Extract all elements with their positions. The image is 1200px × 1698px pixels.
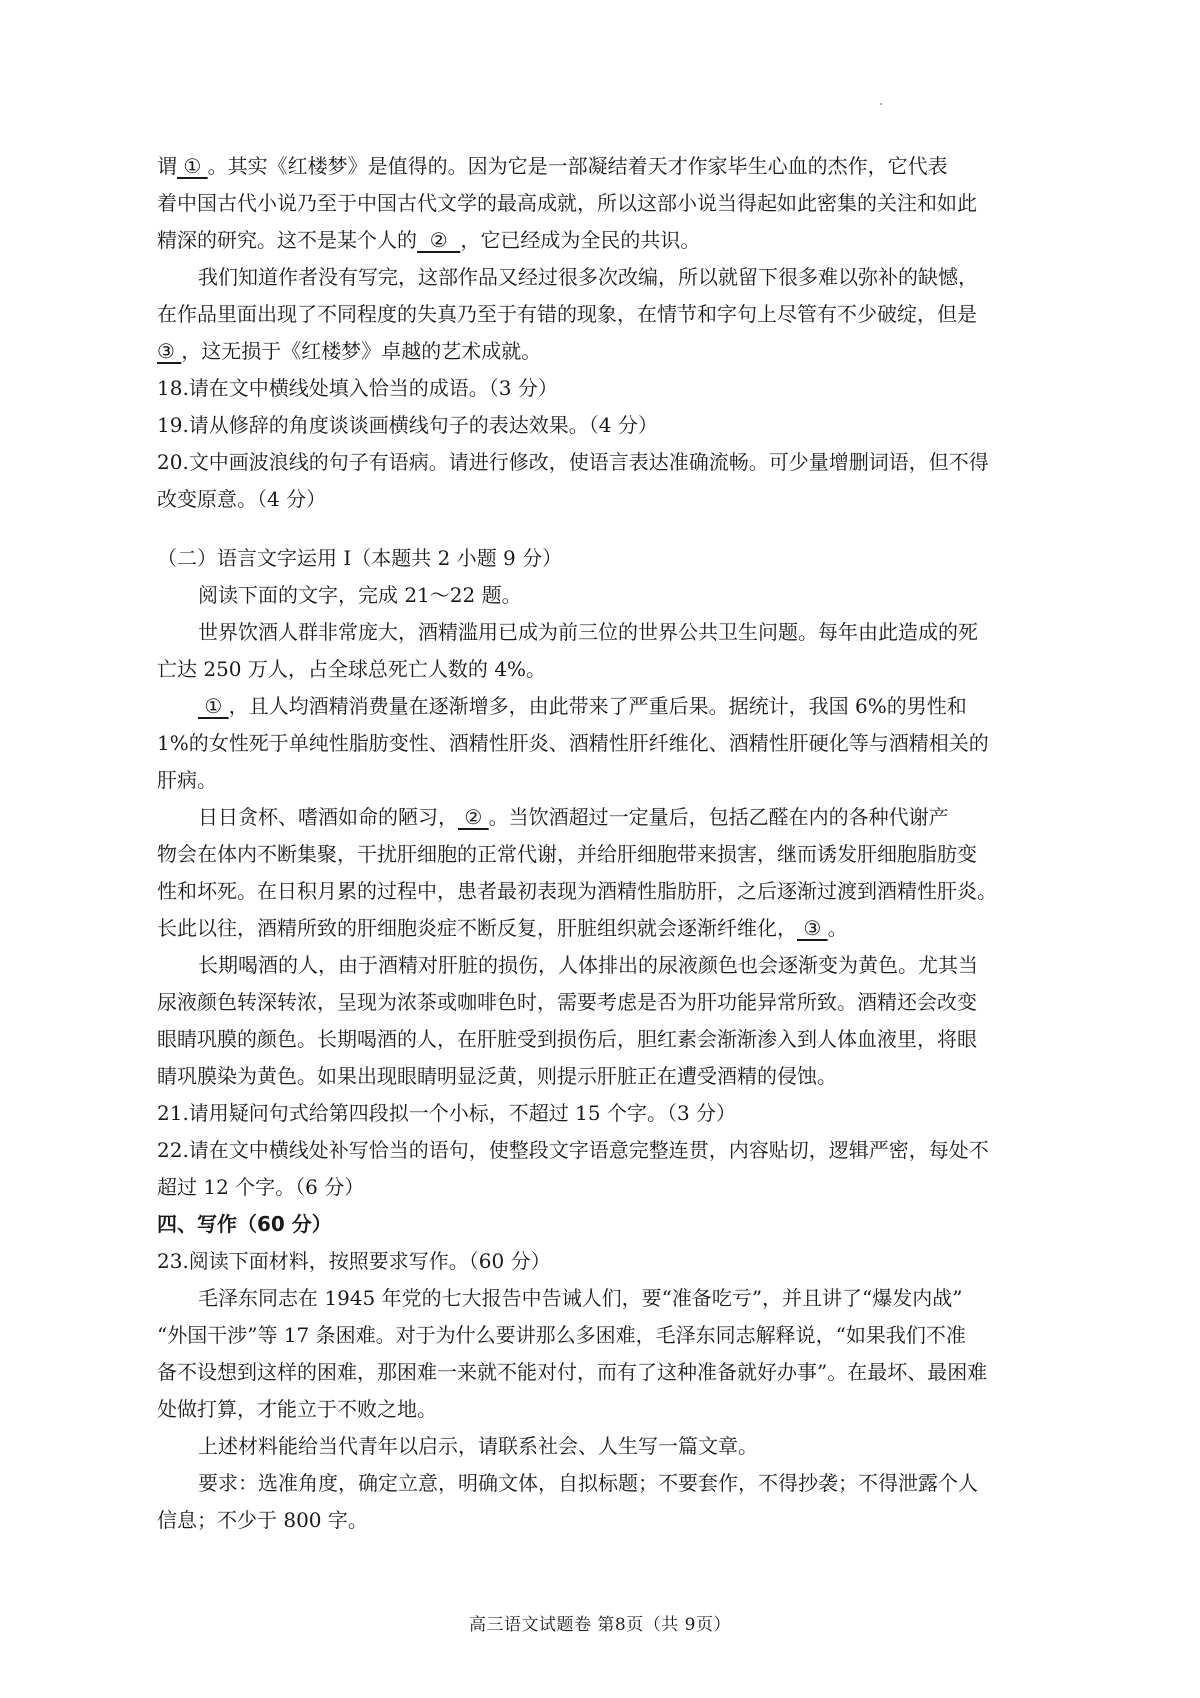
passage-line xyxy=(157,688,1037,725)
question-21: 21.请用疑问句式给第四段拟一个小标，不超过 15 个字。（3 分） xyxy=(157,1101,737,1125)
requirements-line: 信息；不少于 800 字。 xyxy=(157,1508,368,1532)
spacer xyxy=(157,518,1037,540)
answer-blank-2: ② xyxy=(458,805,489,829)
passage-line: 性和坏死。在日积月累的过程中，患者最初表现为酒精性脂肪肝，之后逐渐过渡到酒精性肝炎。 xyxy=(157,879,997,903)
passage-line xyxy=(157,799,1037,836)
page-content xyxy=(157,148,1037,1539)
question-23: 23.阅读下面材料，按照要求写作。（60 分） xyxy=(157,1249,551,1273)
passage-line: 尿液颜色转深转浓，呈现为浓茶或咖啡色时，需要考虑是否为肝功能异常所致。酒精还会改变 xyxy=(157,990,977,1014)
passage-line: 在作品里面出现了不同程度的失真乃至于有错的现象，在情节和字句上尽管有不少破绽，但是 xyxy=(157,302,977,326)
passage-line xyxy=(157,333,1037,370)
material-line: 备不设想到这样的困难，那困难一来就不能对付，而有了这种准备就好办事”。在最坏、最困难 xyxy=(157,1360,988,1384)
text-segment: ，且人均酒精消费量在逐渐增多，由此带来了严重后果。据统计，我国 6%的男性和 xyxy=(228,694,967,718)
question-19: 19.请从修辞的角度谈谈画横线句子的表达效果。（4 分） xyxy=(157,413,658,437)
material-line: 处做打算，才能立于不败之地。 xyxy=(157,1397,437,1421)
section-heading: （二）语言文字运用 I（本题共 2 小题 9 分） xyxy=(157,546,563,570)
passage-line xyxy=(157,222,1037,259)
passage-line: 亡达 250 万人，占全球总死亡人数的 4%。 xyxy=(157,657,546,681)
passage-line: 物会在体内不断集聚，干扰肝细胞的正常代谢，并给肝细胞带来损害，继而诱发肝细胞脂肪变 xyxy=(157,842,977,866)
scan-speck xyxy=(880,103,882,105)
material-line: 上述材料能给当代青年以启示，请联系社会、人生写一篇文章。 xyxy=(198,1434,758,1458)
answer-blank-1: ① xyxy=(198,694,229,718)
requirements-line: 要求：选准角度，确定立意，明确文体，自拟标题；不要套作，不得抄袭；不得泄露个人 xyxy=(198,1471,978,1495)
text-segment: 精深的研究。这不是某个人的 xyxy=(157,228,417,252)
question-20: 20.文中画波浪线的句子有语病。请进行修改，使语言表达准确流畅。可少量增删词语，但不得 xyxy=(157,450,989,474)
question-18: 18.请在文中横线处填入恰当的成语。（3 分） xyxy=(157,376,558,400)
passage-line: 肝病。 xyxy=(157,768,217,792)
material-line: “外国干涉”等 17 条困难。对于为什么要讲那么多困难，毛泽东同志解释说，“如果我们不准 xyxy=(157,1323,966,1347)
passage-line: 着中国古代小说乃至于中国古代文学的最高成就，所以这部小说当得起如此密集的关注和如此 xyxy=(157,191,977,215)
answer-blank-3: ③ xyxy=(797,916,828,940)
answer-blank-3: ③ xyxy=(157,339,182,363)
answer-blank-1: ① xyxy=(177,154,208,178)
passage-line: 世界饮酒人群非常庞大，酒精滥用已成为前三位的世界公共卫生问题。每年由此造成的死 xyxy=(198,620,978,644)
text-segment: 。 xyxy=(827,916,848,940)
text-segment: 。当饮酒超过一定量后，包括乙醛在内的各种代谢产 xyxy=(488,805,949,829)
question-22: 22.请在文中横线处补写恰当的语句，使整段文字语意完整连贯，内容贴切，逻辑严密，每处不 xyxy=(157,1138,989,1162)
page-footer: 高三语文试题卷 第8页（共 9页） xyxy=(469,1615,731,1635)
text-segment: 长此以往，酒精所致的肝细胞炎症不断反复，肝脏组织就会逐渐纤维化， xyxy=(157,916,797,940)
text-segment: 日日贪杯、嗜酒如命的陋习， xyxy=(198,805,458,829)
text-segment: ，这无损于《红楼梦》卓越的艺术成就。 xyxy=(181,339,542,363)
passage-line: 1%的女性死于单纯性脂肪变性、酒精性肝炎、酒精性肝纤维化、酒精性肝硬化等与酒精相关的 xyxy=(157,731,989,755)
passage-line xyxy=(157,910,1037,947)
passage-line: 我们知道作者没有写完，这部作品又经过很多次改编，所以就留下很多难以弥补的缺憾， xyxy=(198,265,978,289)
text-segment: 。其实《红楼梦》是值得的。因为它是一部凝结着天才作家毕生心血的杰作，它代表 xyxy=(207,154,948,178)
text-segment: 谓 xyxy=(157,154,177,178)
answer-blank-2: ② xyxy=(417,228,461,252)
passage-line xyxy=(157,148,1037,185)
passage-line: 长期喝酒的人，由于酒精对肝脏的损伤，人体排出的尿液颜色也会逐渐变为黄色。尤其当 xyxy=(198,953,978,977)
question-20-cont: 改变原意。（4 分） xyxy=(157,487,327,511)
section-heading: 四、写作（60 分） xyxy=(157,1212,332,1236)
passage-line: 眼睛巩膜的颜色。长期喝酒的人，在肝脏受到损伤后，胆红素会渐渐渗入到人体血液里，将眼 xyxy=(157,1027,977,1051)
instruction: 阅读下面的文字，完成 21～22 题。 xyxy=(198,583,522,607)
text-segment: ，它已经成为全民的共识。 xyxy=(460,228,701,252)
material-line: 毛泽东同志在 1945 年党的七大报告中告诫人们，要“准备吃亏”，并且讲了“爆发内战” xyxy=(198,1286,963,1310)
passage-line: 睛巩膜染为黄色。如果出现眼睛明显泛黄，则提示肝脏正在遭受酒精的侵蚀。 xyxy=(157,1064,837,1088)
question-22-cont: 超过 12 个字。（6 分） xyxy=(157,1175,365,1199)
